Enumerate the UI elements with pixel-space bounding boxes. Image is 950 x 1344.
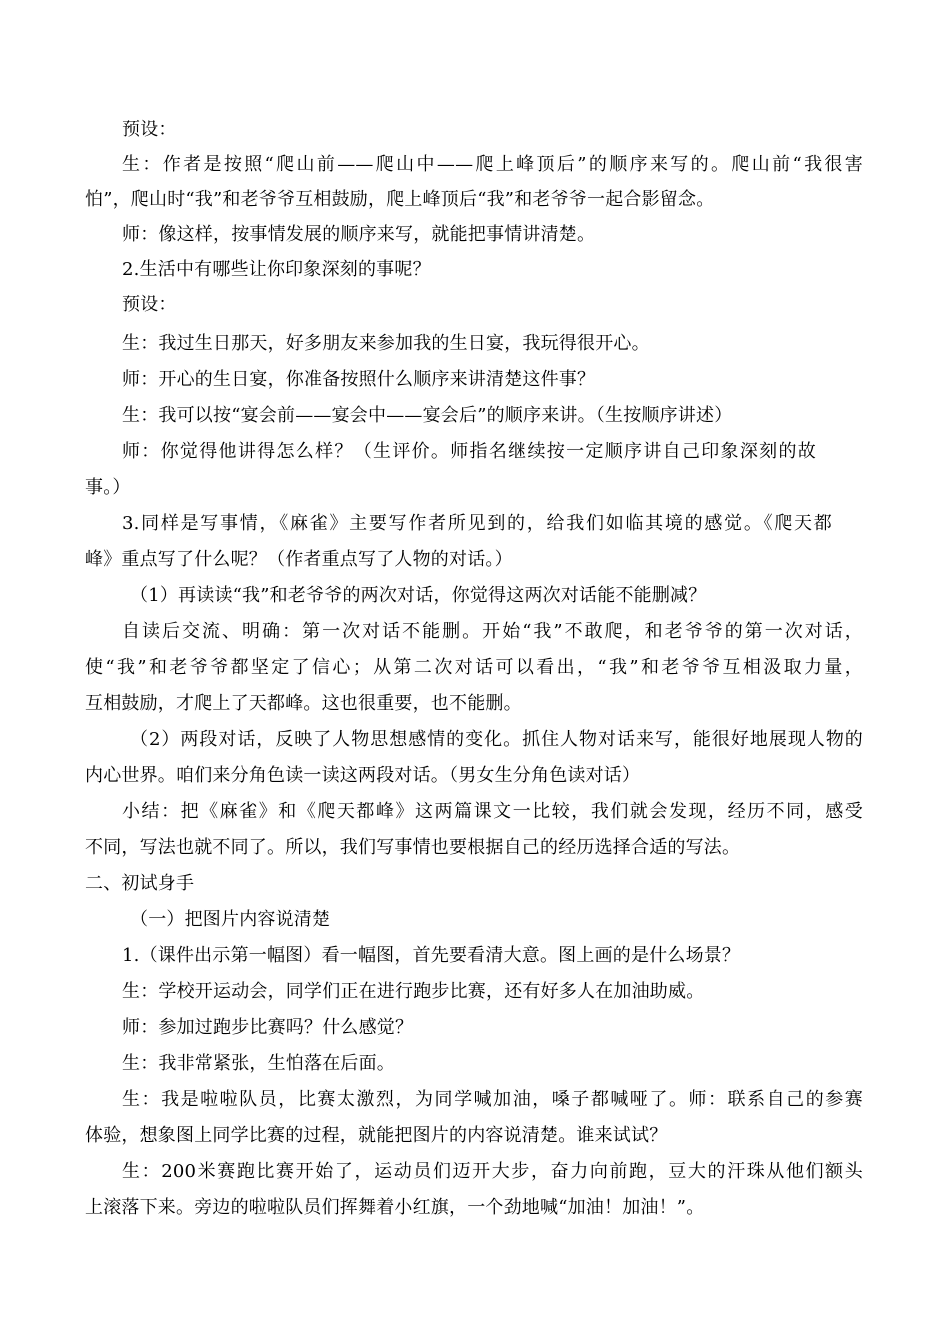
text-line: 师：开心的生日宴，你准备按照什么顺序来讲清楚这件事？ (122, 369, 596, 390)
text-line: 生：我非常紧张，生怕落在后面。 (122, 1053, 395, 1074)
text-line: 互相鼓励，才爬上了天都峰。这也很重要，也不能删。 (85, 693, 522, 714)
text-line: 1.（课件出示第一幅图）看一幅图，首先要看清大意。图上画的是什么场景？ (122, 945, 741, 966)
text-line: 生：200米赛跑比赛开始了，运动员们迈开大步，奋力向前跑，豆大的汗珠从他们额头 (122, 1161, 863, 1182)
text-line: 小结：把《麻雀》和《爬天都峰》这两篇课文一比较，我们就会发现，经历不同，感受 (122, 801, 863, 822)
text-line: 事。） (85, 477, 131, 498)
subsection-heading: （一）把图片内容说清楚 (130, 909, 331, 930)
text-line: 生：作者是按照“爬山前——爬山中——爬上峰顶后”的顺序来写的。爬山前“我很害 (122, 154, 863, 175)
text-line: 不同，写法也就不同了。所以，我们写事情也要根据自己的经历选择合适的写法。 (85, 837, 741, 858)
text-line: 内心世界。咱们来分角色读一读这两段对话。（男女生分角色读对话） (85, 765, 641, 786)
text-line: 体验，想象图上同学比赛的过程，就能把图片的内容说清楚。谁来试试？ (85, 1125, 668, 1146)
text-line: 生：我可以按“宴会前——宴会中——宴会后”的顺序来讲。（生按顺序讲述） (122, 405, 733, 426)
text-line: 预设： (122, 119, 177, 140)
text-line: 峰》重点写了什么呢？（作者重点写了人物的对话。） (85, 549, 513, 570)
text-line: 使“我”和老爷爷都坚定了信心；从第二次对话可以看出，“我”和老爷爷互相汲取力量， (85, 657, 863, 678)
text-line: 上滚落下来。旁边的啦啦队员们挥舞着小红旗，一个劲地喊“加油！加油！”。 (85, 1197, 705, 1218)
text-line: 师：你觉得他讲得怎么样？（生评价。师指名继续按一定顺序讲自己印象深刻的故 (122, 441, 816, 462)
text-line: 师：参加过跑步比赛吗？什么感觉？ (122, 1017, 414, 1038)
text-line: 怕”，爬山时“我”和老爷爷互相鼓励，爬上峰顶后“我”和老爷爷一起合影留念。 (85, 189, 715, 210)
text-line: 3.同样是写事情，《麻雀》主要写作者所见到的，给我们如临其境的感觉。《爬天都 (122, 513, 832, 534)
section-heading: 二、初试身手 (85, 873, 195, 894)
text-line: （1）再读读“我”和老爷爷的两次对话，你觉得这两次对话能不能删减？ (130, 585, 707, 606)
text-line: 生：我过生日那天，好多朋友来参加我的生日宴，我玩得很开心。 (122, 333, 650, 354)
text-line: 预设： (122, 294, 177, 315)
text-line: 自读后交流、明确：第一次对话不能删。开始“我”不敢爬，和老爷爷的第一次对话， (122, 621, 863, 642)
text-line: （2）两段对话，反映了人物思想感情的变化。抓住人物对话来写，能很好地展现人物的 (130, 729, 863, 750)
text-line: 师：像这样，按事情发展的顺序来写，就能把事情讲清楚。 (122, 224, 596, 245)
text-line: 2.生活中有哪些让你印象深刻的事呢？ (122, 259, 431, 280)
text-line: 生：我是啦啦队员，比赛太激烈，为同学喊加油，嗓子都喊哑了。师：联系自己的参赛 (122, 1089, 863, 1110)
text-line: 生：学校开运动会，同学们正在进行跑步比赛，还有好多人在加油助威。 (122, 981, 705, 1002)
